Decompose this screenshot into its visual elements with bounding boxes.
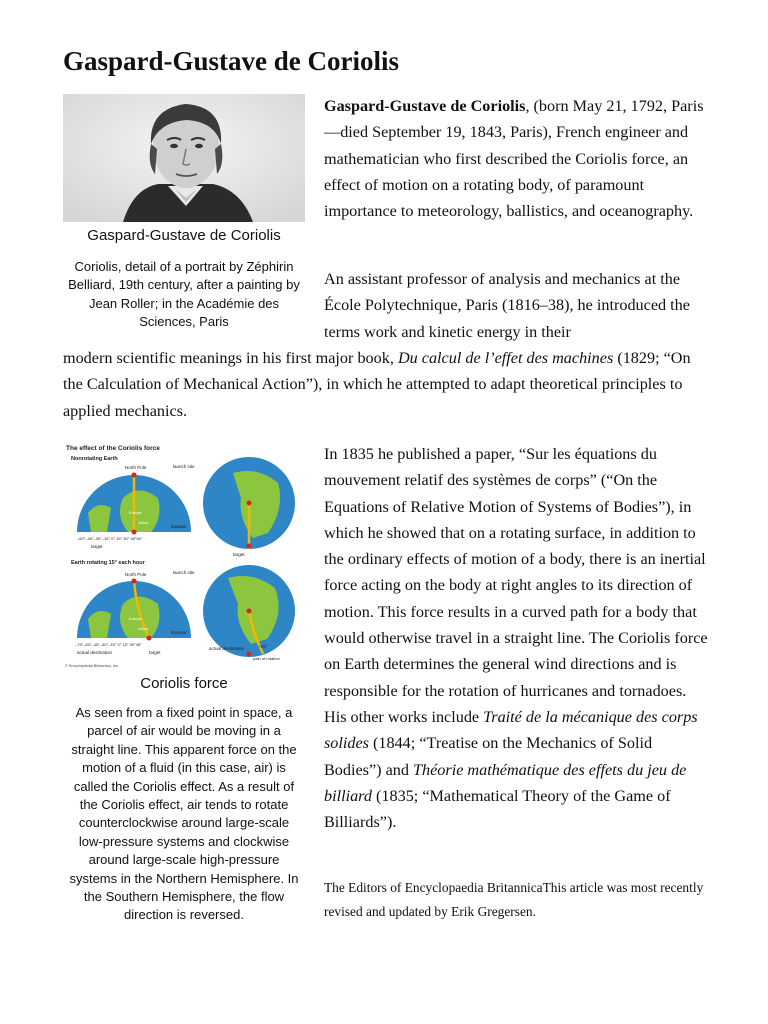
africa-label-bottom: Africa	[138, 626, 149, 631]
work-title-2: Théorie mathématique des effets du jeu de billiard	[324, 760, 687, 805]
para3-text-3: (1835; “Mathematical Theory of the Game of Billiards”).	[324, 786, 671, 832]
target-label-top: target	[91, 544, 103, 549]
paragraph-2-bottom	[63, 345, 713, 424]
launch-site-label-top: launch site	[173, 464, 195, 469]
lon-ticks-top: –60°–45°–30°–15° 0° 15° 30° 45°60°	[77, 536, 143, 541]
diagram-heading: The effect of the Coriolis force	[66, 445, 160, 452]
work-title-1: Traité de la mécanique des corps solides	[324, 707, 698, 753]
subject-name: Gaspard-Gustave de Coriolis	[324, 97, 526, 115]
diagram-copyright: © Encyclopædia Britannica, Inc.	[65, 664, 119, 668]
africa-label-top: Africa	[138, 520, 149, 525]
para2-text-before: modern scientific meanings in his first major book,	[63, 349, 398, 367]
para3-text-1: In 1835 he published a paper, “Sur les équations du mouvement relatif des systèmes de corps” (“On the Equations of Relative Motion of Systems of Bodies”), in which he showed that on a rotating surface, in addition to the ordinary effects of motion of a body, there is an inertial force acting on the body at right angles to its direction of motion. This force results in a curved path for a body that would otherwise travel in a straight line. The Coriolis force on Earth determines the general wind directions and is responsible for the rotation of hurricanes and tornadoes. His other works include	[324, 445, 708, 726]
paragraph-2-top: An assistant professor of analysis and mechanics at the École Polytechnique, Paris (1816–38), he introduced the terms work and kinetic energy in their	[324, 270, 690, 341]
article-title: Gaspard-Gustave de Coriolis	[63, 46, 400, 76]
portrait-caption-text: Coriolis, detail of a portrait by Zéphirin Belliard, 19th century, after a painting by Jean Roller; in the Académie des Sciences, Paris	[68, 259, 300, 330]
rotation-sub-label: path of rotation	[253, 656, 280, 661]
intro-paragraph	[324, 93, 709, 224]
actual-destination-label: actual destination	[77, 650, 113, 655]
europe-label-bottom: Europe	[129, 616, 142, 621]
north-pole-label-bottom: North Pole	[125, 572, 147, 577]
panel-bottom-label: Earth rotating 15° each hour	[71, 560, 145, 566]
target-label-bottom: target	[149, 650, 161, 655]
equator-label-bottom: Equator	[171, 630, 187, 635]
equator-label-top: Equator	[171, 524, 187, 529]
paragraph-3	[324, 441, 709, 835]
book-title: Du calcul de l’effet des machines	[397, 349, 614, 367]
launch-site-label-bottom: launch site	[173, 570, 195, 575]
para3-text-2: (1844; “Treatise on the Mechanics of Solid Bodies”) and	[324, 734, 653, 779]
para2-text-after: (1829; “On the Calculation of Mechanical Action”), in which he attempted to adapt theoretical principles to applied mechanics.	[63, 349, 691, 420]
panel-top-label: Nonrotating Earth	[71, 456, 118, 462]
intro-text: , (born May 21, 1792, Paris—died September 19, 1843, Paris), French engineer and mathematician who first described the Coriolis force, an effect of motion on a rotating body, of paramount importance to meteorology, ballistics, and oceanography.	[324, 97, 704, 221]
lon-ticks-bottom: –75°–60°–45°–30°–15° 0° 15° 30°45°	[75, 642, 142, 647]
figure-caption-text: As seen from a fixed point in space, a parcel of air would be moving in a straight line. This apparent force on the motion of a fluid (in this case, air) is called the Coriolis effect. As a result of the Coriolis effect, air tends to rotate counterclockwise around large-scale low-pressure systems and clockwise around large-scale high-pressure systems in the Northern Hemisphere. In the Southern Hemisphere, the flow direction is reversed.	[69, 705, 299, 923]
portrait-image	[63, 94, 305, 222]
actual-destination-label-right: actual destination	[209, 646, 245, 651]
coriolis-diagram	[63, 438, 305, 670]
europe-label-top: Europe	[129, 510, 142, 515]
target-label-top-right: target	[233, 552, 245, 557]
editors-credit: The Editors of Encyclopaedia BritannicaThis article was most recently revised and updated by Erik Gregersen.	[324, 880, 704, 919]
marker-north-pole-top	[132, 473, 137, 478]
portrait-caption-title: Gaspard-Gustave de Coriolis	[87, 227, 281, 244]
north-pole-label-top: North Pole	[125, 465, 147, 470]
rotation-label: +15°	[258, 644, 268, 649]
figure-caption-title: Coriolis force	[140, 675, 228, 692]
